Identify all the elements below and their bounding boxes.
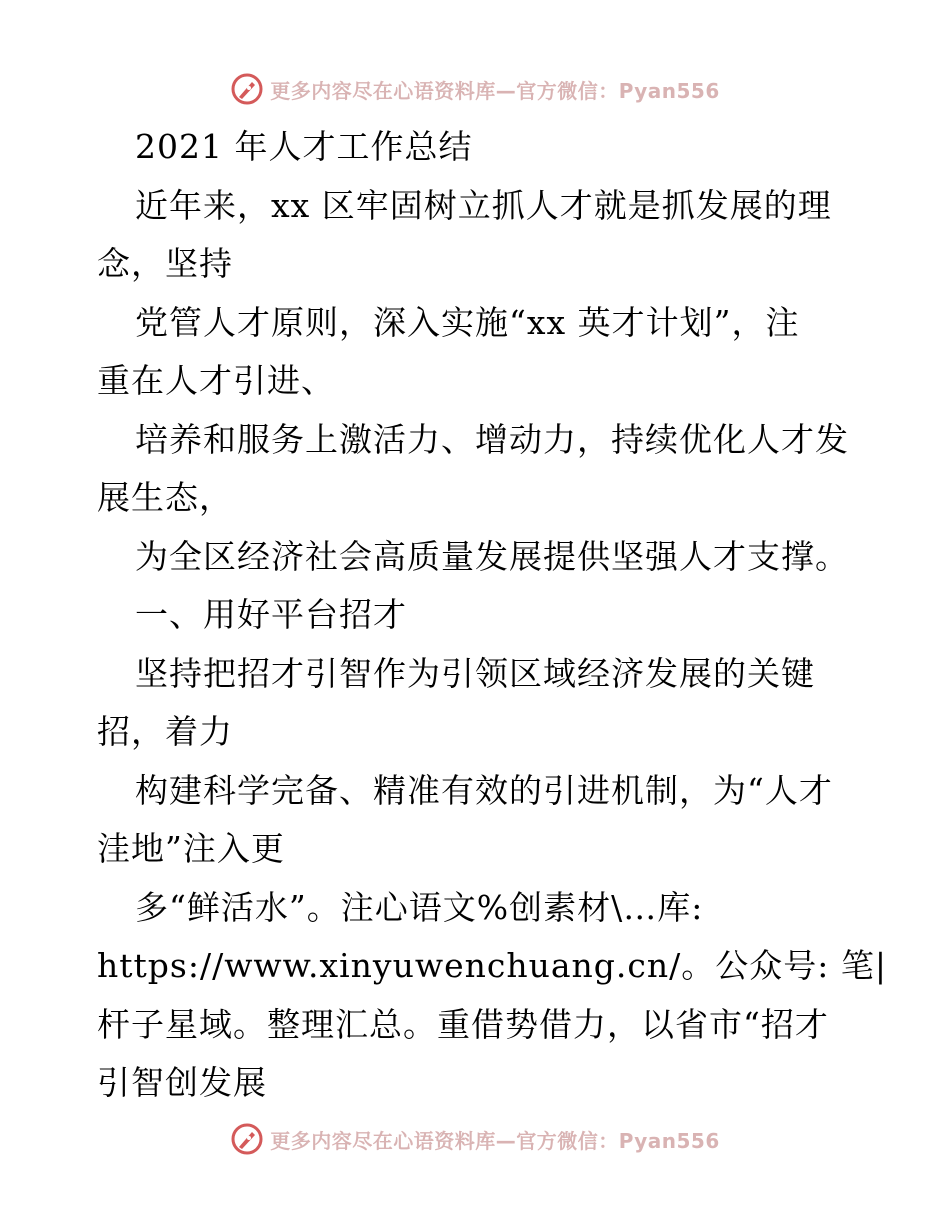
watermark-text: 更多内容尽在心语资料库—官方微信：Pyan556 [270,1128,720,1153]
text-line: 近年来，xx 区牢固树立抓人才就是抓发展的理 [135,185,832,225]
text-line: https://www.xinyuwenchuang.cn/。公众号: 笔| [97,946,887,985]
text-line: 引智创发展 [97,1063,267,1102]
text-line: 重在人才引进、 [97,361,335,400]
text-line: 展生态， [97,478,233,517]
text-line: 招，着力 [97,712,233,751]
footer-watermark [0,1122,950,1156]
paragraph-lines [97,177,887,1113]
text-line: 一、用好平台招才 [135,595,407,634]
text-line: 洼地”注入更 [97,829,285,868]
text-line: 为全区经济社会高质量发展提供坚强人才支撑。 [135,536,849,576]
pen-nib-circle-icon [230,72,264,106]
document-title: 2021 年人才工作总结 [135,127,473,166]
text-line: 坚持把招才引智作为引领区域经济发展的关键 [135,653,815,693]
header-watermark [0,72,950,106]
watermark-text: 更多内容尽在心语资料库—官方微信：Pyan556 [270,78,720,103]
text-line: 培养和服务上激活力、增动力，持续优化人才发 [135,419,849,459]
text-line: 念，坚持 [97,244,233,283]
document-body [97,118,887,1113]
text-line: 党管人才原则，深入实施“xx 英才计划”，注 [135,302,800,342]
text-line: 构建科学完备、精准有效的引进机制，为“人才 [135,770,833,810]
pen-nib-circle-icon [230,1122,264,1156]
text-line: 多“鲜活水”。注心语文%创素材\…库: [135,887,704,927]
text-line: 杆子星域。整理汇总。重借势借力，以省市“招才 [97,1004,829,1044]
